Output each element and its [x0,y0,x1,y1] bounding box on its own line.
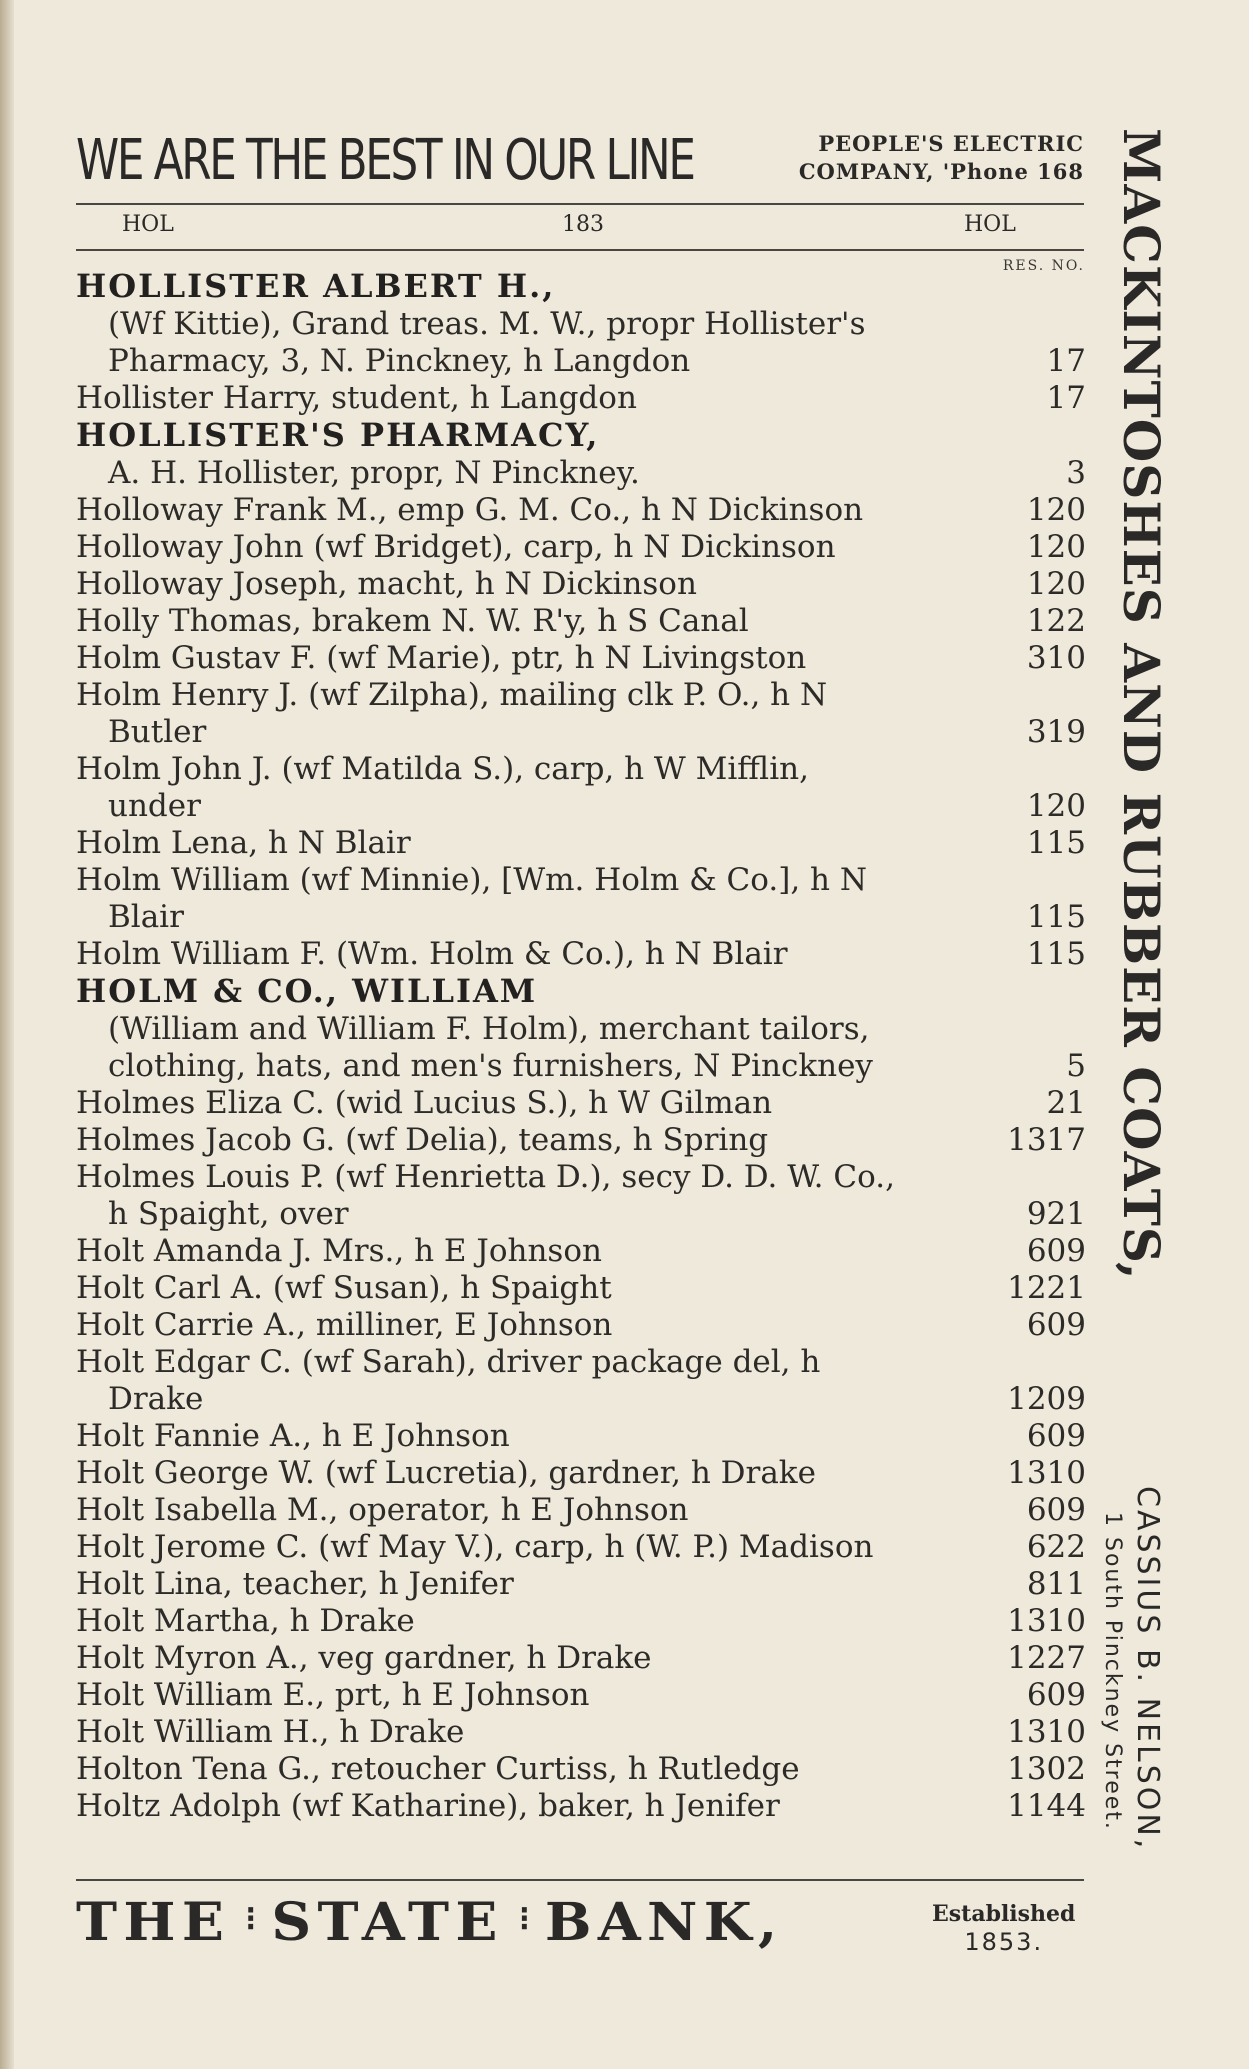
side-advert-main: MACKINTOSHES AND RUBBER COATS, [1112,128,1171,1281]
residence-number: 122 [1026,603,1086,639]
entry-text: Holt Carl A. (wf Susan), h Spaight [76,1270,612,1306]
entry-continuation-line [76,1196,1086,1233]
entry-continuation-line [76,714,1086,751]
directory-entry [76,1085,1086,1122]
entry-line [76,751,1086,788]
entry-text: Hollister Harry, student, h Langdon [76,380,637,416]
directory-entry [76,936,1086,973]
directory-entry [76,1418,1086,1455]
entry-heading: HOLLISTER ALBERT H., [76,267,556,305]
entry-text: A. H. Hollister, propr, N Pinckney. [108,455,640,491]
entry-continuation-line [76,1381,1086,1418]
residence-number: 1310 [1007,1455,1086,1491]
established-year: 1853. [964,1928,1044,1956]
entry-text: h Spaight, over [108,1196,349,1232]
directory-entry [76,1566,1086,1603]
bank-word-2: STATE [271,1892,504,1953]
entry-line [76,1270,1086,1307]
bank-word-3: BANK, [544,1892,784,1953]
entry-line [76,1233,1086,1270]
directory-entry [76,1529,1086,1566]
residence-number: 310 [1026,640,1086,676]
entry-line [76,492,1086,529]
electric-line-1: PEOPLE'S ELECTRIC [818,131,1084,156]
entry-text: Holly Thomas, brakem N. W. R'y, h S Canal [76,603,749,639]
entry-line [76,1122,1086,1159]
entry-text: Holt Isabella M., operator, h E Johnson [76,1492,689,1528]
directory-entry [76,1677,1086,1714]
entry-text: Holm Henry J. (wf Zilpha), mailing clk P. O., h N [76,677,828,713]
entry-text: Holt Carrie A., milliner, E Johnson [76,1307,613,1343]
entry-line [76,1085,1086,1122]
entry-line [76,640,1086,677]
directory-entry [76,1159,1086,1233]
entry-continuation-line [76,899,1086,936]
directory-entry [76,1603,1086,1640]
residence-number: 1221 [1007,1270,1086,1306]
directory-entry-featured [76,417,1086,492]
residence-number: 1317 [1007,1122,1086,1158]
directory-entry [76,1122,1086,1159]
residence-number: 5 [1066,1048,1086,1084]
entry-text: Holmes Louis P. (wf Henrietta D.), secy D. D. W. Co., [76,1159,895,1195]
entry-text: Holm William (wf Minnie), [Wm. Holm & Co.], h N [76,862,867,898]
entry-text: Blair [108,899,184,935]
entry-line [76,380,1086,417]
residence-number: 811 [1026,1566,1086,1602]
directory-entry [76,751,1086,825]
entry-text: Butler [108,714,207,750]
entry-text: Holt Lina, teacher, h Jenifer [76,1566,514,1602]
entry-line [76,1714,1086,1751]
directory-entry [76,1492,1086,1529]
residence-number: 1302 [1007,1751,1086,1787]
directory-entry [76,492,1086,529]
residence-number: 3 [1066,455,1086,491]
entry-text: Holm Lena, h N Blair [76,825,411,861]
directory-entry [76,1270,1086,1307]
slogan: WE ARE THE BEST IN OUR LINE [76,128,694,193]
entry-heading: HOLM & CO., WILLIAM [76,972,538,1010]
entry-line [76,1566,1086,1603]
residence-number: 120 [1026,492,1086,528]
running-head-left: HOL [122,212,174,237]
entry-line [76,1788,1086,1825]
entry-text: Holtz Adolph (wf Katharine), baker, h Jenifer [76,1788,780,1824]
residence-number: 622 [1026,1529,1086,1565]
entry-text: Holloway Joseph, macht, h N Dickinson [76,566,697,602]
page-number: 183 [562,212,604,237]
directory-entry [76,640,1086,677]
residence-number: 609 [1026,1418,1086,1454]
entry-text: Holt William H., h Drake [76,1714,465,1750]
residence-number: 115 [1026,936,1086,972]
directory-entry [76,1455,1086,1492]
entry-text: clothing, hats, and men's furnishers, N Pinckney [108,1048,873,1084]
entry-line [76,1677,1086,1714]
directory-entries [76,268,1086,1825]
entry-line [76,1418,1086,1455]
entry-text: Holmes Eliza C. (wid Lucius S.), h W Gilman [76,1085,773,1121]
established-label: Established [932,1901,1076,1927]
directory-entry [76,1344,1086,1418]
entry-continuation-line [76,788,1086,825]
entry-text: (Wf Kittie), Grand treas. M. W., propr Hollister's [108,306,866,342]
residence-number: 609 [1026,1307,1086,1343]
side-advert-name: CASSIUS B. NELSON, [1130,1486,1165,1852]
entry-text: Holloway Frank M., emp G. M. Co., h N Dickinson [76,492,864,528]
electric-company-ad [799,130,1084,186]
directory-entry [76,825,1086,862]
residence-number: 609 [1026,1677,1086,1713]
entry-line [76,417,1086,455]
residence-number: 120 [1026,566,1086,602]
entry-continuation-line [76,1011,1086,1048]
entry-line [76,1640,1086,1677]
entry-text: Holm William F. (Wm. Holm & Co.), h N Blair [76,936,788,972]
directory-entry-featured [76,973,1086,1085]
bank-separator-1: ⁝ [245,1899,257,1939]
directory-entry [76,677,1086,751]
entry-text: Holt William E., prt, h E Johnson [76,1677,590,1713]
entry-line [76,1603,1086,1640]
residence-number: 1227 [1007,1640,1086,1676]
entry-text: Holt Edgar C. (wf Sarah), driver package del, h [76,1344,821,1380]
entry-line [76,936,1086,973]
entry-continuation-line [76,455,1086,492]
entry-text: (William and William F. Holm), merchant tailors, [108,1011,870,1047]
entry-text: Holmes Jacob G. (wf Delia), teams, h Spring [76,1122,769,1158]
entry-text: Pharmacy, 3, N. Pinckney, h Langdon [108,343,691,379]
directory-entry [76,566,1086,603]
directory-entry [76,1788,1086,1825]
entry-line [76,1344,1086,1381]
directory-entry [76,1640,1086,1677]
residence-number: 319 [1026,714,1086,750]
bank-separator-2: ⁝ [518,1899,531,1939]
entry-line [76,529,1086,566]
entry-text: Holt Martha, h Drake [76,1603,415,1639]
entry-text: Drake [108,1381,204,1417]
entry-line [76,1159,1086,1196]
residence-number: 115 [1026,825,1086,861]
entry-continuation-line [76,1048,1086,1085]
entry-line [76,1455,1086,1492]
directory-entry [76,529,1086,566]
bank-word-1: THE [76,1892,231,1953]
residence-number: 17 [1046,380,1086,416]
directory-entry [76,1307,1086,1344]
entry-line [76,1492,1086,1529]
directory-entry [76,1233,1086,1270]
entry-text: Holloway John (wf Bridget), carp, h N Dickinson [76,529,836,565]
header-rule [76,203,1084,205]
entry-text: Holm Gustav F. (wf Marie), ptr, h N Livingston [76,640,807,676]
entry-text: Holt Fannie A., h E Johnson [76,1418,510,1454]
side-advert-address: 1 South Pinckney Street. [1100,1512,1125,1831]
residence-number: 1310 [1007,1603,1086,1639]
directory-entry [76,603,1086,640]
residence-number: 17 [1046,343,1086,379]
directory-entry [76,862,1086,936]
entry-text: Holm John J. (wf Matilda S.), carp, h W Mifflin, [76,751,809,787]
residence-number: 115 [1026,899,1086,935]
entry-continuation-line [76,343,1086,380]
entry-line [76,973,1086,1011]
residence-number: 1144 [1007,1788,1086,1824]
directory-entry [76,1714,1086,1751]
residence-number: 1209 [1007,1381,1086,1417]
entry-text: Holt Myron A., veg gardner, h Drake [76,1640,652,1676]
residence-number: 1310 [1007,1714,1086,1750]
state-bank-ad [76,1892,784,1953]
footer-rule [76,1879,1084,1881]
residence-number: 120 [1026,529,1086,565]
established-note [932,1900,1075,1956]
entry-line [76,566,1086,603]
running-head-rule [76,249,1084,251]
entry-continuation-line [76,306,1086,343]
residence-number: 120 [1026,788,1086,824]
entry-text: Holton Tena G., retoucher Curtiss, h Rutledge [76,1751,800,1787]
top-advert [76,128,1084,194]
entry-line [76,1307,1086,1344]
entry-line [76,825,1086,862]
entry-text: Holt George W. (wf Lucretia), gardner, h Drake [76,1455,816,1491]
entry-heading: HOLLISTER'S PHARMACY, [76,416,600,454]
electric-line-2: COMPANY, 'Phone 168 [798,159,1084,184]
residence-number: 609 [1026,1233,1086,1269]
entry-text: Holt Jerome C. (wf May V.), carp, h (W. P.) Madison [76,1529,874,1565]
page-edge [0,0,14,2069]
entry-line [76,268,1086,306]
running-head-right: HOL [964,212,1016,237]
entry-line [76,1529,1086,1566]
entry-line [76,1751,1086,1788]
entry-text: under [108,788,201,824]
residence-number: 921 [1026,1196,1086,1232]
residence-number: 21 [1046,1085,1086,1121]
directory-entry [76,1751,1086,1788]
entry-text: Holt Amanda J. Mrs., h E Johnson [76,1233,602,1269]
directory-entry-featured [76,268,1086,380]
residence-number: 609 [1026,1492,1086,1528]
directory-entry [76,380,1086,417]
res-no-label: RES. NO. [1002,258,1085,274]
entry-line [76,862,1086,899]
entry-line [76,677,1086,714]
entry-line [76,603,1086,640]
